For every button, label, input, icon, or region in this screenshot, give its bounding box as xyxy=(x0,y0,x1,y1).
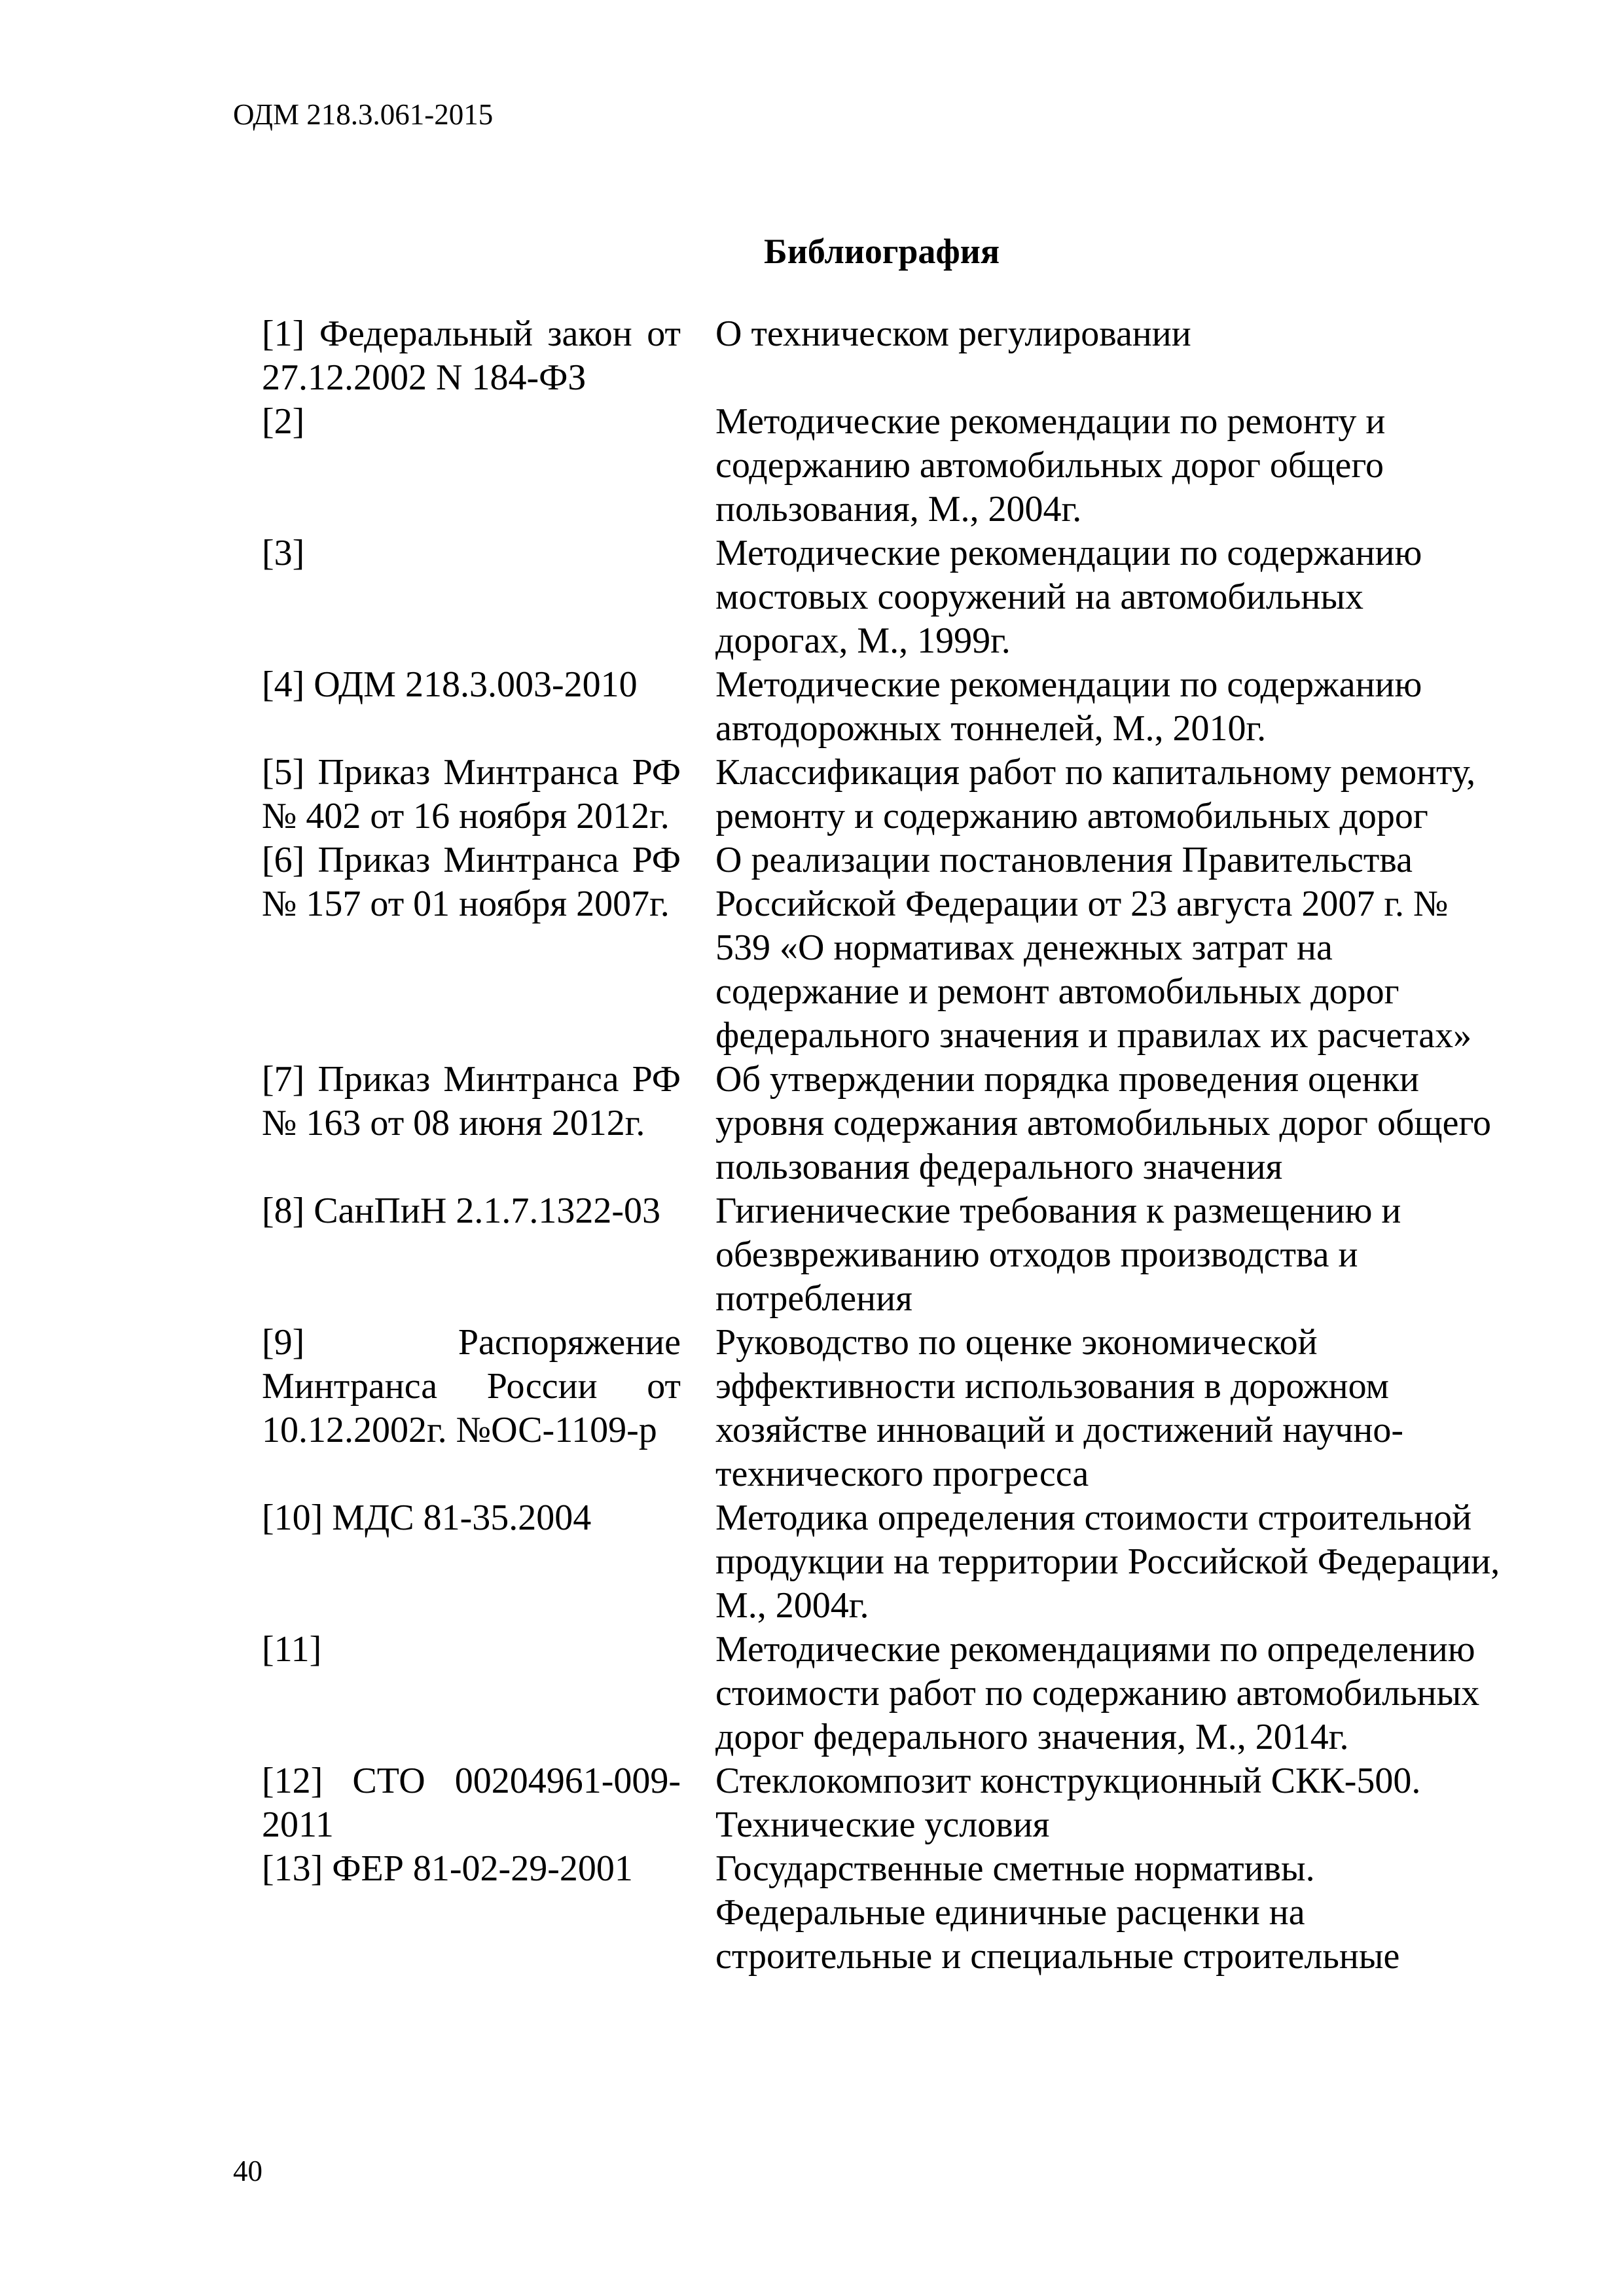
entry-description: О техническом регулировании xyxy=(715,314,1191,354)
bibliography-entry xyxy=(262,751,1545,838)
entry-reference: [9] Распоряжение Минтранса России от 10.12.2002г. №ОС-1109-р xyxy=(262,1322,681,1450)
entry-description: Методические рекомендациями по определению стоимости работ по содержанию автомобильных дорог федерального значения, М., 2014г. xyxy=(715,1629,1480,1757)
entry-reference: [10] МДС 81-35.2004 xyxy=(262,1498,592,1538)
entry-description: Методические рекомендации по содержанию автодорожных тоннелей, М., 2010г. xyxy=(715,664,1422,749)
entry-description: Об утверждении порядка проведения оценки уровня содержания автомобильных дорог общего пользования федерального значения xyxy=(715,1059,1492,1187)
entry-reference: [4] ОДМ 218.3.003-2010 xyxy=(262,664,638,705)
bibliography-entry xyxy=(262,663,1545,751)
entry-reference: [5] Приказ Минтранса РФ № 402 от 16 ноября 2012г. xyxy=(262,752,681,836)
bibliography-entry xyxy=(262,1847,1545,1979)
entry-reference: [6] Приказ Минтранса РФ № 157 от 01 ноября 2007г. xyxy=(262,840,681,924)
entry-description: Руководство по оценке экономической эффективности использования в дорожном хозяйстве инноваций и достижений научно- технического прогресса xyxy=(715,1322,1404,1494)
document-code: ОДМ 218.3.061-2015 xyxy=(233,98,494,131)
entry-description: Государственные сметные нормативы. Федеральные единичные расценки на строительные и специальные строительные xyxy=(715,1848,1400,1977)
bibliography-entry xyxy=(262,312,1545,400)
entry-description: Методика определения стоимости строительной продукции на территории Российской Федерации, М., 2004г. xyxy=(715,1498,1500,1626)
entry-description: О реализации постановления Правительства Российской Федерации от 23 августа 2007 г. № 539 «О нормативах денежных затрат на содержание и ремонт автомобильных дорог федерального значения и правилах их расчетах» xyxy=(715,840,1472,1056)
entry-description: Методические рекомендации по содержанию мостовых сооружений на автомобильных дорогах, М., 1999г. xyxy=(715,533,1422,661)
bibliography-entry xyxy=(262,531,1545,663)
page-number: 40 xyxy=(233,2155,262,2187)
bibliography-list xyxy=(262,312,1545,1979)
entry-reference: [13] ФЕР 81-02-29-2001 xyxy=(262,1848,633,1889)
bibliography-entry xyxy=(262,838,1545,1058)
entry-description: Методические рекомендации по ремонту и содержанию автомобильных дорог общего пользования, М., 2004г. xyxy=(715,401,1386,529)
bibliography-heading: Библиография xyxy=(764,232,1000,271)
bibliography-entry xyxy=(262,1759,1545,1847)
bibliography-entry xyxy=(262,1321,1545,1496)
bibliography-entry xyxy=(262,1496,1545,1628)
entry-description: Стеклокомпозит конструкционный СКК-500. Технические условия xyxy=(715,1761,1421,1845)
bibliography-entry xyxy=(262,1189,1545,1321)
entry-reference: [3] xyxy=(262,533,305,573)
entry-description: Гигиенические требования к размещению и обезвреживанию отходов производства и потребления xyxy=(715,1191,1401,1319)
entry-reference: [11] xyxy=(262,1629,322,1670)
entry-reference: [8] СанПиН 2.1.7.1322-03 xyxy=(262,1191,660,1231)
bibliography-entry xyxy=(262,1628,1545,1759)
entry-reference: [7] Приказ Минтранса РФ № 163 от 08 июня 2012г. xyxy=(262,1059,681,1143)
entry-reference: [2] xyxy=(262,401,305,442)
entry-description: Классификация работ по капитальному ремонту, ремонту и содержанию автомобильных дорог xyxy=(715,752,1476,836)
entry-reference: [1] Федеральный закон от 27.12.2002 N 184-ФЗ xyxy=(262,314,681,398)
entry-reference: [12] СТО 00204961-009-2011 xyxy=(262,1761,681,1845)
bibliography-entry xyxy=(262,400,1545,531)
bibliography-entry xyxy=(262,1058,1545,1189)
